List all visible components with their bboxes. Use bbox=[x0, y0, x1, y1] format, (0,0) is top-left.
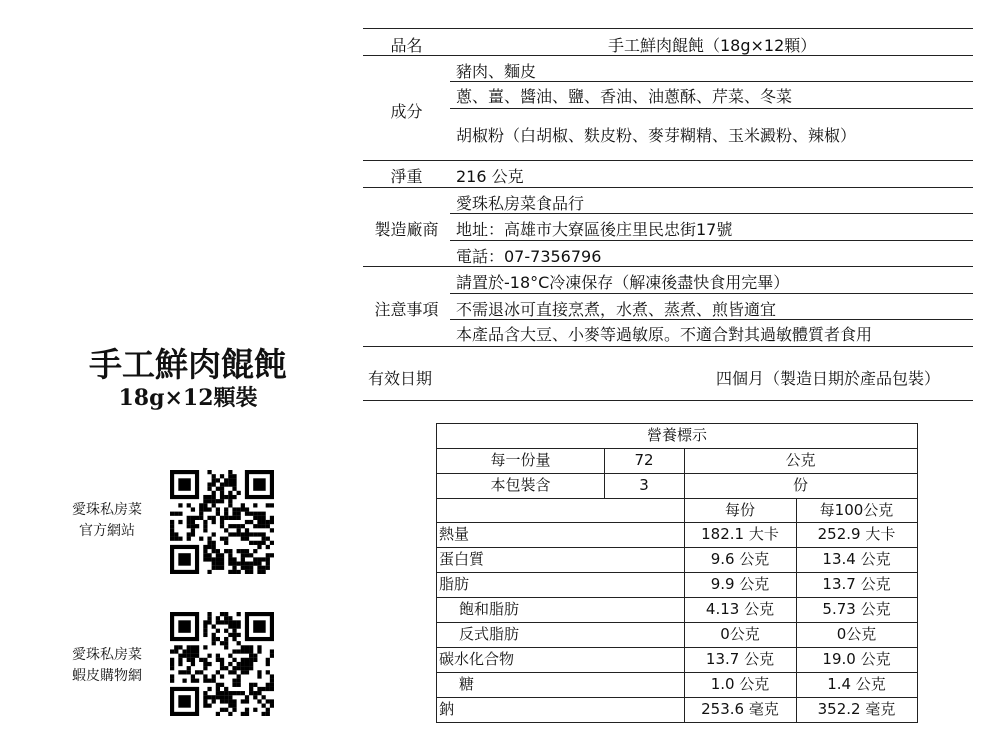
qr-label-website bbox=[52, 500, 162, 542]
divider bbox=[450, 81, 973, 82]
nutrient-per-100g: 252.9 大卡 bbox=[817, 525, 896, 543]
name-value: 手工鮮肉餛飩（18g×12顆） bbox=[608, 36, 817, 55]
notes-line: 不需退冰可直接烹煮，水煮、蒸煮、煎皆適宜 bbox=[456, 300, 777, 319]
col-per-100g: 每100公克 bbox=[819, 501, 894, 519]
divider bbox=[450, 213, 973, 214]
nutrient-per-100g: 13.7 公克 bbox=[822, 575, 891, 593]
nutrient-name: 鈉 bbox=[439, 700, 455, 718]
col-per-serving: 每份 bbox=[724, 501, 755, 519]
maker-line: 愛珠私房菜食品行 bbox=[456, 194, 585, 213]
nutrient-per-100g: 13.4 公克 bbox=[822, 550, 891, 568]
nutrient-name: 蛋白質 bbox=[439, 550, 485, 568]
nutrient-per-serving: 4.13 公克 bbox=[705, 600, 775, 618]
notes-line: 請置於-18°C冷凍保存（解凍後盡快食用完畢） bbox=[456, 273, 790, 292]
qr-label-website-line2: 官方網站 bbox=[79, 523, 135, 539]
nutrient-per-100g: 0公克 bbox=[836, 625, 877, 643]
nutrient-per-100g: 19.0 公克 bbox=[822, 650, 891, 668]
divider bbox=[363, 187, 973, 188]
divider bbox=[450, 293, 973, 294]
serving-size-unit: 公克 bbox=[785, 451, 816, 469]
nutrient-per-100g: 5.73 公克 bbox=[822, 600, 891, 618]
servings-unit: 份 bbox=[792, 476, 808, 494]
maker-line: 電話：07-7356796 bbox=[456, 247, 602, 266]
product-title: 手工鮮肉餛飩 bbox=[89, 345, 287, 384]
qr-label-shopee-line1: 愛珠私房菜 bbox=[72, 647, 142, 663]
nutrient-per-100g: 352.2 毫克 bbox=[817, 700, 896, 718]
product-subtitle: 18g×12顆裝 bbox=[118, 385, 258, 411]
notes-label: 注意事項 bbox=[374, 300, 439, 319]
weight-value: 216 公克 bbox=[456, 167, 524, 186]
divider bbox=[450, 319, 973, 320]
maker-label: 製造廠商 bbox=[374, 220, 439, 239]
expiry-value: 四個月（製造日期於產品包裝） bbox=[716, 369, 941, 388]
divider bbox=[450, 240, 973, 241]
qr-code-shopee[interactable] bbox=[170, 612, 274, 716]
table-divider bbox=[604, 448, 605, 498]
nutrient-per-serving: 1.0 公克 bbox=[710, 675, 770, 693]
nutrient-name: 飽和脂肪 bbox=[459, 600, 520, 618]
nutrient-per-serving: 182.1 大卡 bbox=[701, 525, 779, 543]
ingredients-line: 蔥、薑、醬油、鹽、香油、油蔥酥、芹菜、冬菜 bbox=[456, 87, 793, 106]
qr-label-shopee bbox=[52, 645, 162, 687]
name-label: 品名 bbox=[390, 36, 423, 55]
nutrient-per-serving: 9.6 公克 bbox=[710, 550, 770, 568]
nutrient-per-serving: 9.9 公克 bbox=[710, 575, 770, 593]
divider bbox=[363, 28, 973, 29]
notes-line: 本產品含大豆、小麥等過敏原。不適合對其過敏體質者食用 bbox=[456, 325, 873, 344]
weight-label: 淨重 bbox=[390, 167, 423, 186]
divider bbox=[363, 400, 973, 401]
nutrient-name: 糖 bbox=[459, 675, 475, 693]
serving-size-value: 72 bbox=[634, 451, 654, 469]
servings-value: 3 bbox=[639, 476, 649, 494]
nutrient-per-serving: 253.6 毫克 bbox=[701, 700, 779, 718]
divider bbox=[363, 266, 973, 267]
ingredients-label: 成分 bbox=[390, 102, 423, 121]
qr-code-website[interactable] bbox=[170, 470, 274, 574]
serving-size-label: 每一份量 bbox=[490, 451, 551, 469]
nutrient-per-serving: 13.7 公克 bbox=[705, 650, 775, 668]
divider bbox=[363, 346, 973, 347]
nutrition-table bbox=[436, 423, 918, 723]
table-divider bbox=[684, 448, 685, 498]
qr-label-shopee-line2: 蝦皮購物網 bbox=[72, 668, 142, 684]
divider bbox=[363, 55, 973, 56]
expiry-label: 有效日期 bbox=[368, 369, 433, 388]
nutrient-name: 碳水化合物 bbox=[439, 650, 515, 668]
nutrition-title: 營養標示 bbox=[646, 426, 707, 444]
maker-line: 地址：高雄市大寮區後庄里民忠街17號 bbox=[456, 220, 733, 239]
servings-label: 本包裝含 bbox=[490, 476, 551, 494]
qr-label-website-line1: 愛珠私房菜 bbox=[72, 502, 142, 518]
ingredients-line: 豬肉、麵皮 bbox=[456, 62, 537, 81]
ingredients-line: 胡椒粉（白胡椒、麩皮粉、麥芽糊精、玉米澱粉、辣椒） bbox=[456, 126, 857, 145]
nutrient-name: 熱量 bbox=[439, 525, 470, 543]
nutrient-per-serving: 0公克 bbox=[720, 625, 760, 643]
nutrient-per-100g: 1.4 公克 bbox=[827, 675, 886, 693]
divider bbox=[450, 108, 973, 109]
nutrient-name: 脂肪 bbox=[439, 575, 470, 593]
divider bbox=[363, 160, 973, 161]
nutrient-name: 反式脂肪 bbox=[459, 625, 520, 643]
